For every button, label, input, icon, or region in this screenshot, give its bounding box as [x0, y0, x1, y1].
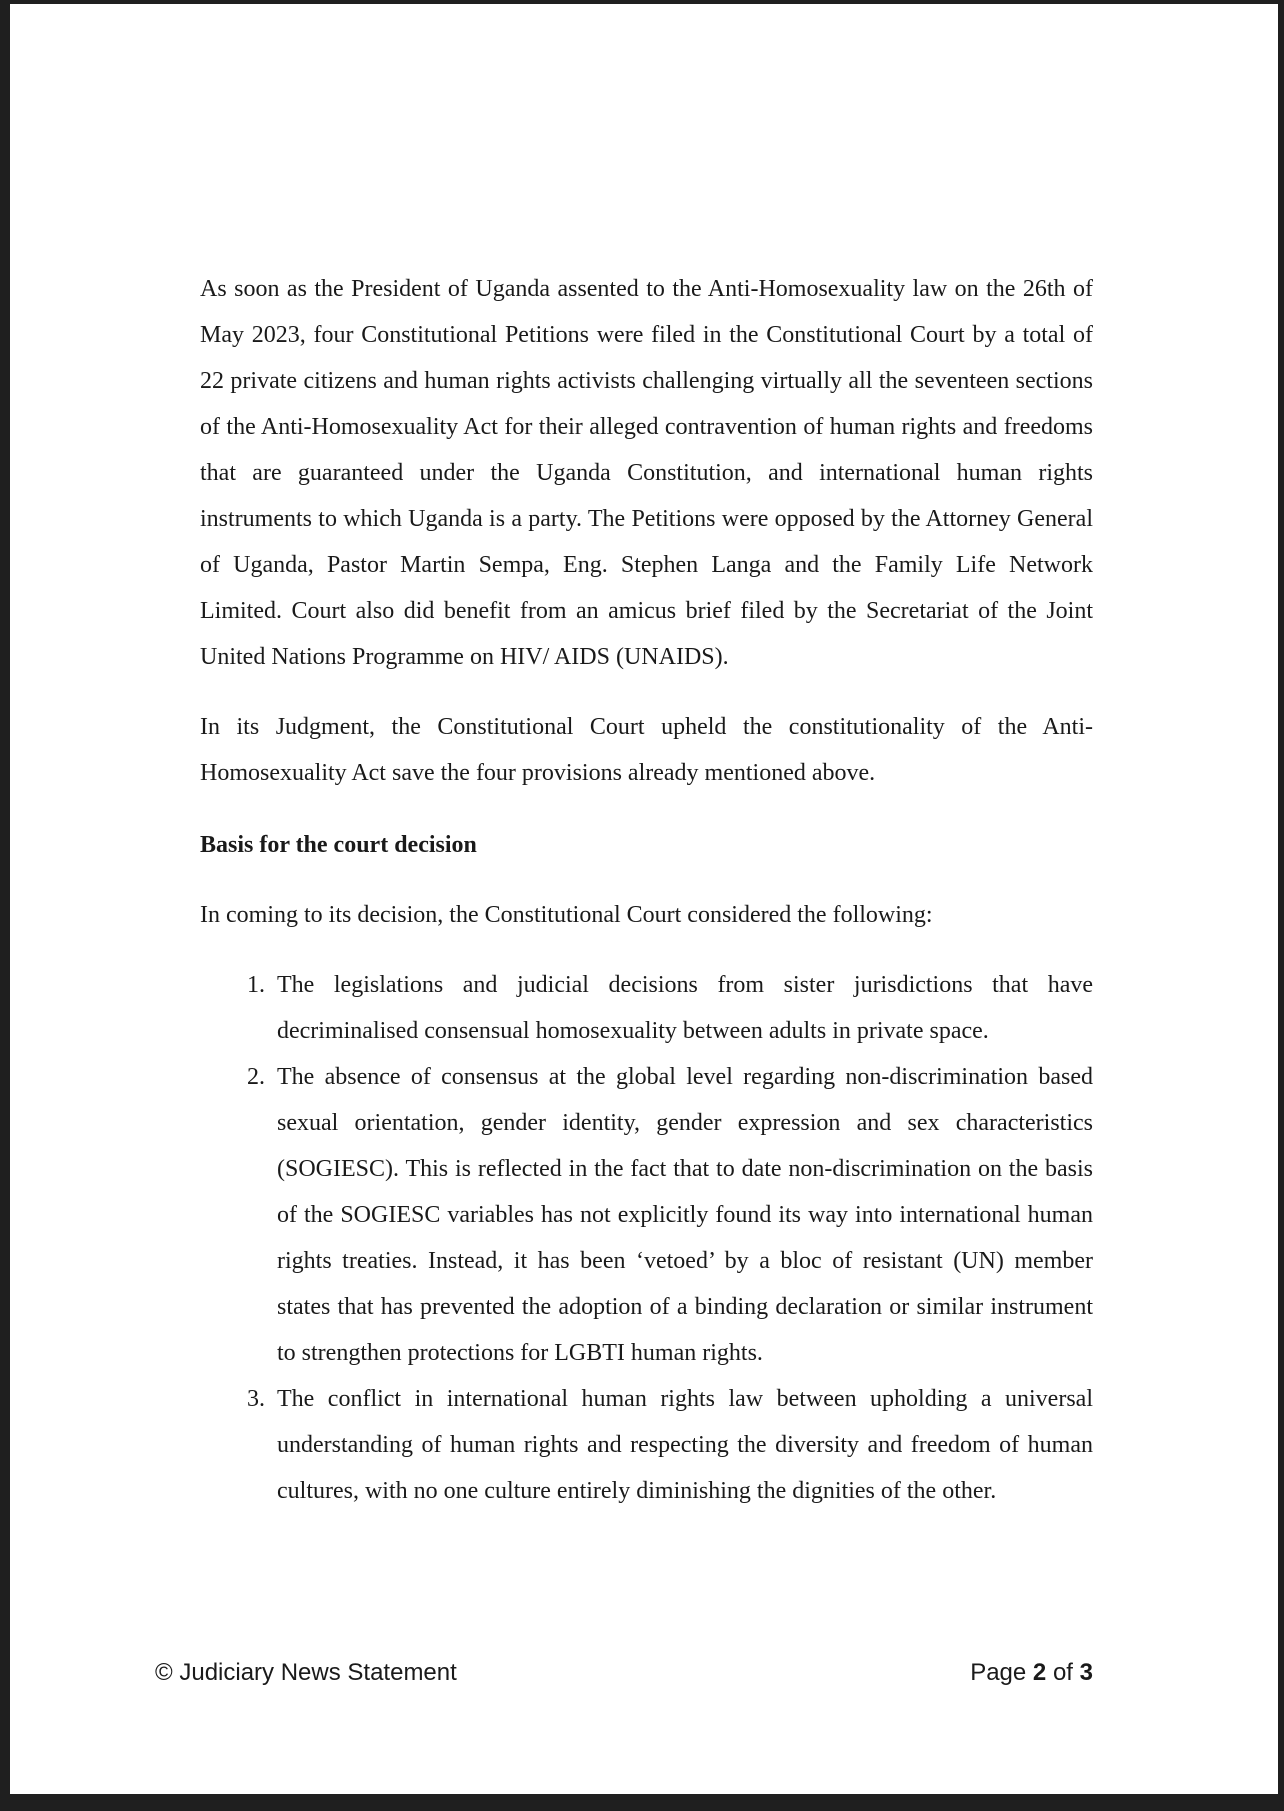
section-heading: Basis for the court decision	[200, 832, 477, 858]
page-footer	[155, 1659, 1093, 1699]
section-intro: In coming to its decision, the Constitutional Court considered the following:	[200, 902, 933, 928]
list-item-number: 3.	[247, 1386, 265, 1412]
paragraph-judgment: In its Judgment, the Constitutional Court upheld the constitutionality of the Anti-Homosexuality Act save the four provisions already mentioned above.	[200, 714, 1093, 786]
list-item-text: The conflict in international human rights law between upholding a universal understanding of human rights and respecting the diversity and freedom of human cultures, with no one culture entirely diminishing the dignities of the other.	[277, 1386, 1093, 1504]
considerations-list	[200, 962, 1093, 1514]
page-number	[970, 1659, 1093, 1687]
list-item	[200, 1376, 1093, 1514]
list-item	[200, 1054, 1093, 1376]
paragraph-petitions: As soon as the President of Uganda assented to the Anti-Homosexuality law on the 26th of May 2023, four Constitutional Petitions were filed in the Constitutional Court by a total of 22 private citizens and human rights activists challenging virtually all the seventeen sections of the Anti-Homosexuality Act for their alleged contravention of human rights and freedoms that are guaranteed under the Uganda Constitution, and international human rights instruments to which Uganda is a party. The Petitions were opposed by the Attorney General of Uganda, Pastor Martin Sempa, Eng. Stephen Langa and the Family Life Network Limited. Court also did benefit from an amicus brief filed by the Secretariat of the Joint United Nations Programme on HIV/ AIDS (UNAIDS).	[200, 276, 1093, 670]
of-word: of	[1052, 1659, 1073, 1686]
list-item-number: 1.	[247, 972, 265, 998]
document-body	[200, 266, 1093, 1514]
page-word: Page	[970, 1659, 1027, 1686]
total-pages-number: 3	[1079, 1659, 1093, 1686]
list-item	[200, 962, 1093, 1054]
footer-copyright: © Judiciary News Statement	[155, 1659, 457, 1686]
list-item-number: 2.	[247, 1064, 265, 1090]
list-item-text: The absence of consensus at the global level regarding non-discrimination based sexual orientation, gender identity, gender expression and sex characteristics (SOGIESC). This is reflected in the fact that to date non-discrimination on the basis of the SOGIESC variables has not explicitly found its way into international human rights treaties. Instead, it has been ‘vetoed’ by a bloc of resistant (UN) member states that has prevented the adoption of a binding declaration or similar instrument to strengthen protections for LGBTI human rights.	[277, 1064, 1093, 1366]
current-page-number: 2	[1032, 1659, 1047, 1686]
document-page	[10, 4, 1278, 1794]
list-item-text: The legislations and judicial decisions from sister jurisdictions that have decriminalised consensual homosexuality between adults in private space.	[277, 972, 1093, 1044]
